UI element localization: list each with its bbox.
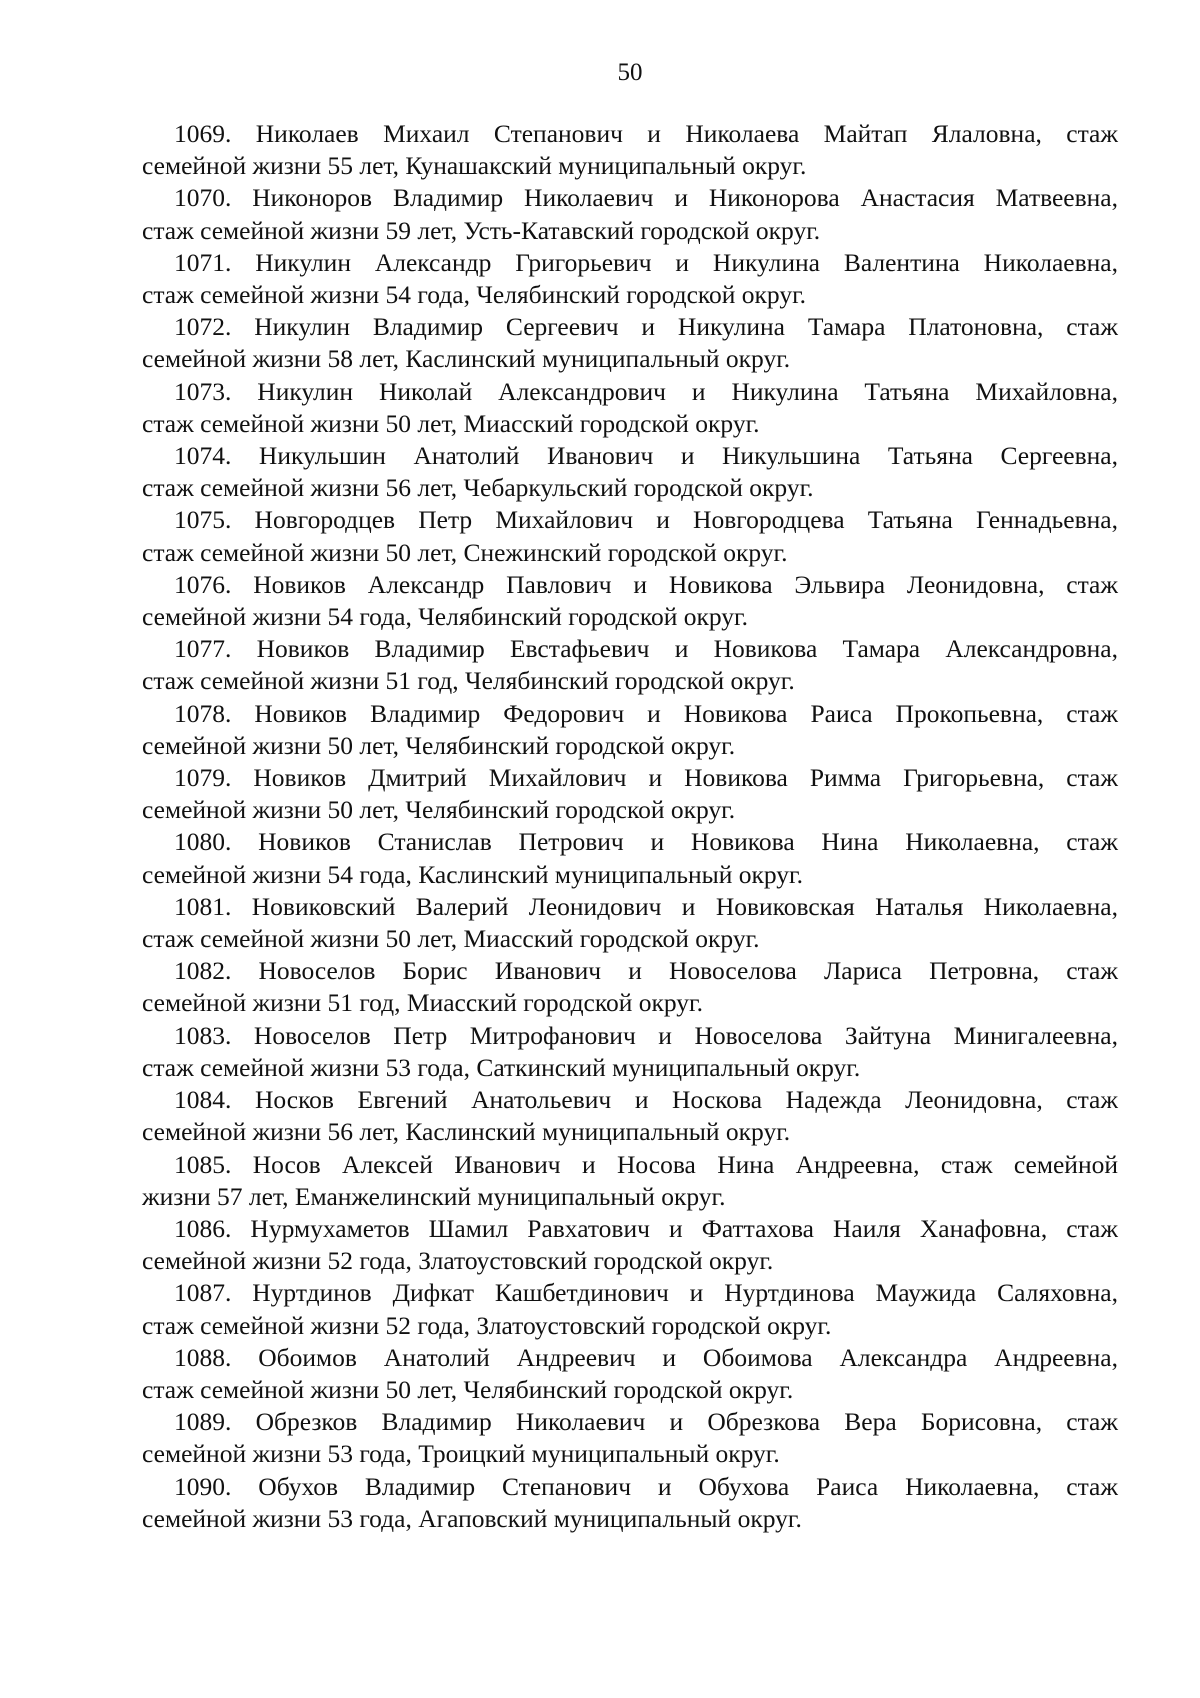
entry-line-2: семейной жизни 52 года, Златоустовский городской округ. xyxy=(142,1246,774,1276)
list-item xyxy=(142,1406,1118,1470)
entry-line-2: семейной жизни 53 года, Троицкий муниципальный округ. xyxy=(142,1439,780,1469)
entry-line-1: 1069. Николаев Михаил Степанович и Николаева Майтап Ялаловна, стаж xyxy=(174,119,1118,148)
list-item xyxy=(142,247,1118,311)
page-number: 50 xyxy=(617,59,643,86)
entry-line-2: стаж семейной жизни 51 год, Челябинский городской округ. xyxy=(142,666,795,696)
list-item xyxy=(142,1020,1118,1084)
entry-line-1: 1087. Нуртдинов Дифкат Кашбетдинович и Нуртдинова Маужида Саляховна, xyxy=(174,1278,1118,1308)
entry-line-2: стаж семейной жизни 59 лет, Усть-Катавский городской округ. xyxy=(142,215,821,245)
entry-line-1: 1090. Обухов Владимир Степанович и Обухова Раиса Николаевна, стаж xyxy=(174,1471,1118,1501)
entry-line-1: 1071. Никулин Александр Григорьевич и Никулина Валентина Николаевна, xyxy=(174,247,1118,277)
list-item xyxy=(142,1084,1118,1148)
entry-line-2: стаж семейной жизни 50 лет, Миасский городской округ. xyxy=(142,408,760,438)
entry-line-1: 1089. Обрезков Владимир Николаевич и Обрезкова Вера Борисовна, стаж xyxy=(174,1407,1118,1437)
entry-line-1: 1083. Новоселов Петр Митрофанович и Новоселова Зайтуна Минигалеевна, xyxy=(174,1020,1118,1050)
list-item xyxy=(142,376,1118,440)
list-item xyxy=(142,311,1118,375)
entry-line-2: семейной жизни 55 лет, Кунашакский муниципальный округ. xyxy=(142,151,807,181)
entry-line-1: 1080. Новиков Станислав Петрович и Новикова Нина Николаевна, стаж xyxy=(174,827,1118,857)
entry-line-2: семейной жизни 51 год, Миасский городской округ. xyxy=(142,988,703,1018)
entry-line-2: стаж семейной жизни 54 года, Челябинский городской округ. xyxy=(142,280,807,310)
entry-line-1: 1085. Носов Алексей Иванович и Носова Нина Андреевна, стаж семейной xyxy=(174,1149,1118,1179)
entry-line-1: 1082. Новоселов Борис Иванович и Новоселова Лариса Петровна, стаж xyxy=(174,956,1118,986)
list-item xyxy=(142,1342,1118,1406)
entry-line-2: жизни 57 лет, Еманжелинский муниципальный округ. xyxy=(142,1181,726,1211)
entry-line-1: 1078. Новиков Владимир Федорович и Новикова Раиса Прокопьевна, стаж xyxy=(174,698,1118,728)
list-item xyxy=(142,633,1118,697)
entry-line-1: 1070. Никоноров Владимир Николаевич и Никонорова Анастасия Матвеевна, xyxy=(174,183,1118,213)
entry-line-2: стаж семейной жизни 50 лет, Снежинский городской округ. xyxy=(142,537,788,567)
list-item xyxy=(142,440,1118,504)
list-item xyxy=(142,1277,1118,1341)
entry-line-2: семейной жизни 50 лет, Челябинский городской округ. xyxy=(142,730,736,760)
list-item xyxy=(142,891,1118,955)
list-item xyxy=(142,826,1118,890)
entry-line-1: 1073. Никулин Николай Александрович и Никулина Татьяна Михайловна, xyxy=(174,376,1118,406)
list-item xyxy=(142,762,1118,826)
entry-line-1: 1086. Нурмухаметов Шамил Равхатович и Фаттахова Наиля Ханафовна, стаж xyxy=(174,1213,1118,1243)
entry-line-2: стаж семейной жизни 53 года, Саткинский муниципальный округ. xyxy=(142,1052,861,1082)
entry-line-1: 1074. Никульшин Анатолий Иванович и Никульшина Татьяна Сергеевна, xyxy=(174,441,1118,471)
entry-line-1: 1088. Обоимов Анатолий Андреевич и Обоимова Александра Андреевна, xyxy=(174,1342,1118,1372)
entry-line-1: 1081. Новиковский Валерий Леонидович и Новиковская Наталья Николаевна, xyxy=(174,891,1118,921)
list-item xyxy=(142,182,1118,246)
entry-line-1: 1076. Новиков Александр Павлович и Новикова Эльвира Леонидовна, стаж xyxy=(174,569,1118,599)
entry-list xyxy=(142,118,1118,1535)
entry-line-1: 1075. Новгородцев Петр Михайлович и Новгородцева Татьяна Геннадьевна, xyxy=(174,505,1118,535)
entry-line-2: стаж семейной жизни 52 года, Златоустовский городской округ. xyxy=(142,1310,832,1340)
entry-line-2: семейной жизни 56 лет, Каслинский муниципальный округ. xyxy=(142,1117,791,1147)
entry-line-2: семейной жизни 54 года, Челябинский городской округ. xyxy=(142,602,748,632)
list-item xyxy=(142,698,1118,762)
entry-line-1: 1077. Новиков Владимир Евстафьевич и Новикова Тамара Александровна, xyxy=(174,634,1118,664)
list-item xyxy=(142,118,1118,182)
list-item xyxy=(142,1471,1118,1535)
entry-line-2: семейной жизни 53 года, Агаповский муниципальный округ. xyxy=(142,1503,802,1533)
entry-line-2: семейной жизни 50 лет, Челябинский городской округ. xyxy=(142,795,736,825)
list-item xyxy=(142,1149,1118,1213)
entry-line-2: стаж семейной жизни 50 лет, Челябинский городской округ. xyxy=(142,1374,794,1404)
entry-line-1: 1072. Никулин Владимир Сергеевич и Никулина Тамара Платоновна, стаж xyxy=(174,312,1118,342)
entry-line-2: стаж семейной жизни 50 лет, Миасский городской округ. xyxy=(142,924,760,954)
entry-line-2: стаж семейной жизни 56 лет, Чебаркульский городской округ. xyxy=(142,473,814,503)
list-item xyxy=(142,569,1118,633)
entry-line-1: 1084. Носков Евгений Анатольевич и Носкова Надежда Леонидовна, стаж xyxy=(174,1085,1118,1115)
list-item xyxy=(142,504,1118,568)
entry-line-1: 1079. Новиков Дмитрий Михайлович и Новикова Римма Григорьевна, стаж xyxy=(174,763,1118,793)
entry-line-2: семейной жизни 58 лет, Каслинский муниципальный округ. xyxy=(142,344,791,374)
list-item xyxy=(142,1213,1118,1277)
entry-line-2: семейной жизни 54 года, Каслинский муниципальный округ. xyxy=(142,859,804,889)
list-item xyxy=(142,955,1118,1019)
